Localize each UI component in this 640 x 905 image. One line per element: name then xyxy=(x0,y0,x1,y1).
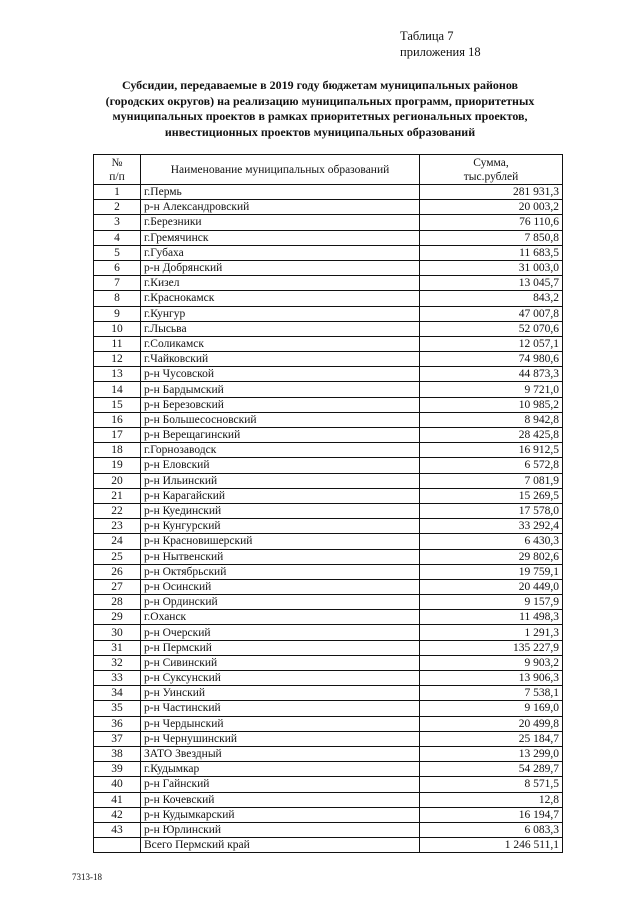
table-row xyxy=(94,200,563,215)
row-number: 30 xyxy=(94,625,141,640)
table-row xyxy=(94,306,563,321)
total-row xyxy=(94,838,563,853)
table-row xyxy=(94,640,563,655)
row-number: 34 xyxy=(94,686,141,701)
title-line: муниципальных проектов в рамках приоритетных региональных проектов, xyxy=(112,109,528,123)
row-municipality: р-н Карагайский xyxy=(141,488,420,503)
row-number: 25 xyxy=(94,549,141,564)
row-number: 24 xyxy=(94,534,141,549)
appendix-reference xyxy=(400,28,481,60)
row-sum: 8 942,8 xyxy=(420,412,563,427)
table-row xyxy=(94,276,563,291)
row-sum: 16 912,5 xyxy=(420,443,563,458)
row-municipality: р-н Очерский xyxy=(141,625,420,640)
row-municipality: р-н Чусовской xyxy=(141,367,420,382)
total-label: Всего Пермский край xyxy=(141,838,420,853)
row-sum: 6 430,3 xyxy=(420,534,563,549)
row-number: 16 xyxy=(94,412,141,427)
row-municipality: г.Кунгур xyxy=(141,306,420,321)
table-row xyxy=(94,291,563,306)
table-row xyxy=(94,579,563,594)
row-sum: 7 081,9 xyxy=(420,473,563,488)
table-row xyxy=(94,412,563,427)
row-sum: 11 498,3 xyxy=(420,610,563,625)
row-number: 15 xyxy=(94,397,141,412)
row-sum: 76 110,6 xyxy=(420,215,563,230)
row-sum: 12,8 xyxy=(420,792,563,807)
row-number: 21 xyxy=(94,488,141,503)
table-row xyxy=(94,777,563,792)
table-row xyxy=(94,397,563,412)
title-line: (городских округов) на реализацию муниципальных программ, приоритетных xyxy=(105,93,535,108)
table-row xyxy=(94,519,563,534)
document-code: 7313-18 xyxy=(72,872,102,882)
table-row xyxy=(94,367,563,382)
row-sum: 9 721,0 xyxy=(420,382,563,397)
row-sum: 8 571,5 xyxy=(420,777,563,792)
row-sum: 25 184,7 xyxy=(420,731,563,746)
row-number: 28 xyxy=(94,595,141,610)
row-sum: 16 194,7 xyxy=(420,807,563,822)
header-sum-unit: тыс.рублей xyxy=(463,170,519,183)
row-sum: 1 291,3 xyxy=(420,625,563,640)
row-number: 32 xyxy=(94,655,141,670)
row-number: 17 xyxy=(94,428,141,443)
row-municipality: р-н Красновишерский xyxy=(141,534,420,549)
row-municipality: г.Соликамск xyxy=(141,336,420,351)
table-row xyxy=(94,245,563,260)
row-sum: 13 906,3 xyxy=(420,671,563,686)
table-row xyxy=(94,382,563,397)
appendix-annex-number: приложения 18 xyxy=(400,45,481,59)
row-municipality: р-н Ординский xyxy=(141,595,420,610)
row-sum: 47 007,8 xyxy=(420,306,563,321)
row-sum: 54 289,7 xyxy=(420,762,563,777)
row-municipality: р-н Сивинский xyxy=(141,655,420,670)
row-municipality: р-н Чернушинский xyxy=(141,731,420,746)
table-row xyxy=(94,731,563,746)
row-number: 13 xyxy=(94,367,141,382)
table-row xyxy=(94,336,563,351)
table-row xyxy=(94,807,563,822)
row-sum: 13 299,0 xyxy=(420,746,563,761)
row-number: 20 xyxy=(94,473,141,488)
row-municipality: г.Пермь xyxy=(141,185,420,200)
row-number: 39 xyxy=(94,762,141,777)
row-number: 2 xyxy=(94,200,141,215)
row-number: 9 xyxy=(94,306,141,321)
row-number: 3 xyxy=(94,215,141,230)
row-municipality: р-н Октябрьский xyxy=(141,564,420,579)
row-municipality: р-н Верещагинский xyxy=(141,428,420,443)
row-municipality: г.Краснокамск xyxy=(141,291,420,306)
table-row xyxy=(94,671,563,686)
row-sum: 28 425,8 xyxy=(420,428,563,443)
row-municipality: г.Оханск xyxy=(141,610,420,625)
table-row xyxy=(94,503,563,518)
table-row xyxy=(94,822,563,837)
row-number: 7 xyxy=(94,276,141,291)
row-number: 22 xyxy=(94,503,141,518)
table-header-row xyxy=(94,155,563,185)
table-row xyxy=(94,595,563,610)
header-number-abbr: п/п xyxy=(109,170,125,183)
table-row xyxy=(94,185,563,200)
row-municipality: г.Кизел xyxy=(141,276,420,291)
row-municipality: р-н Чердынский xyxy=(141,716,420,731)
row-sum: 74 980,6 xyxy=(420,352,563,367)
row-number: 14 xyxy=(94,382,141,397)
row-municipality: р-н Пермский xyxy=(141,640,420,655)
table-row xyxy=(94,321,563,336)
row-sum: 44 873,3 xyxy=(420,367,563,382)
table-row xyxy=(94,716,563,731)
row-number: 41 xyxy=(94,792,141,807)
row-sum: 29 802,6 xyxy=(420,549,563,564)
row-sum: 20 499,8 xyxy=(420,716,563,731)
header-number xyxy=(94,155,141,185)
row-sum: 33 292,4 xyxy=(420,519,563,534)
row-sum: 135 227,9 xyxy=(420,640,563,655)
table-row xyxy=(94,686,563,701)
table-row xyxy=(94,564,563,579)
row-number: 37 xyxy=(94,731,141,746)
row-municipality: р-н Большесосновский xyxy=(141,412,420,427)
row-number: 19 xyxy=(94,458,141,473)
row-sum: 7 850,8 xyxy=(420,230,563,245)
row-number: 33 xyxy=(94,671,141,686)
row-sum: 9 903,2 xyxy=(420,655,563,670)
total-sum: 1 246 511,1 xyxy=(420,838,563,853)
row-number: 11 xyxy=(94,336,141,351)
row-number: 6 xyxy=(94,260,141,275)
row-sum: 843,2 xyxy=(420,291,563,306)
row-number: 26 xyxy=(94,564,141,579)
row-municipality: р-н Осинский xyxy=(141,579,420,594)
row-sum: 11 683,5 xyxy=(420,245,563,260)
row-sum: 15 269,5 xyxy=(420,488,563,503)
header-sum xyxy=(420,155,563,185)
table-row xyxy=(94,352,563,367)
row-municipality: ЗАТО Звездный xyxy=(141,746,420,761)
table-row xyxy=(94,792,563,807)
row-sum: 10 985,2 xyxy=(420,397,563,412)
appendix-table-number: Таблица 7 xyxy=(400,29,454,43)
row-municipality: г.Гремячинск xyxy=(141,230,420,245)
table-row xyxy=(94,534,563,549)
row-sum: 7 538,1 xyxy=(420,686,563,701)
row-number: 29 xyxy=(94,610,141,625)
table-row xyxy=(94,655,563,670)
row-number: 8 xyxy=(94,291,141,306)
row-municipality: р-н Частинский xyxy=(141,701,420,716)
header-number-symbol: № xyxy=(111,156,123,169)
row-municipality: г.Горнозаводск xyxy=(141,443,420,458)
table-row xyxy=(94,762,563,777)
row-number: 40 xyxy=(94,777,141,792)
row-number: 4 xyxy=(94,230,141,245)
table-row xyxy=(94,443,563,458)
row-sum: 19 759,1 xyxy=(420,564,563,579)
header-name: Наименование муниципальных образований xyxy=(141,155,420,185)
table-row xyxy=(94,549,563,564)
table-row xyxy=(94,473,563,488)
row-sum: 6 572,8 xyxy=(420,458,563,473)
row-number: 38 xyxy=(94,746,141,761)
row-municipality: р-н Кунгурский xyxy=(141,519,420,534)
document-title xyxy=(80,78,560,140)
row-sum: 281 931,3 xyxy=(420,185,563,200)
row-municipality: г.Кудымкар xyxy=(141,762,420,777)
row-sum: 13 045,7 xyxy=(420,276,563,291)
title-line: инвестиционных проектов муниципальных образований xyxy=(164,124,476,139)
row-municipality: р-н Добрянский xyxy=(141,260,420,275)
row-sum: 20 449,0 xyxy=(420,579,563,594)
row-municipality: р-н Кочевский xyxy=(141,792,420,807)
row-municipality: р-н Березовский xyxy=(141,397,420,412)
row-municipality: г.Лысьва xyxy=(141,321,420,336)
row-municipality: р-н Нытвенский xyxy=(141,549,420,564)
table-row xyxy=(94,428,563,443)
table-row xyxy=(94,625,563,640)
row-number: 36 xyxy=(94,716,141,731)
row-municipality: р-н Суксунский xyxy=(141,671,420,686)
row-municipality: р-н Куединский xyxy=(141,503,420,518)
row-sum: 6 083,3 xyxy=(420,822,563,837)
row-sum: 9 169,0 xyxy=(420,701,563,716)
row-sum: 31 003,0 xyxy=(420,260,563,275)
table-row xyxy=(94,458,563,473)
row-number: 18 xyxy=(94,443,141,458)
table-row xyxy=(94,488,563,503)
row-number: 35 xyxy=(94,701,141,716)
row-municipality: р-н Кудымкарский xyxy=(141,807,420,822)
row-number: 31 xyxy=(94,640,141,655)
row-municipality: р-н Юрлинский xyxy=(141,822,420,837)
row-municipality: р-н Ильинский xyxy=(141,473,420,488)
row-sum: 12 057,1 xyxy=(420,336,563,351)
row-sum: 17 578,0 xyxy=(420,503,563,518)
row-number: 27 xyxy=(94,579,141,594)
table-row xyxy=(94,260,563,275)
row-number: 43 xyxy=(94,822,141,837)
title-line: Субсидии, передаваемые в 2019 году бюджетам муниципальных районов xyxy=(121,78,519,92)
table-body xyxy=(94,185,563,838)
row-sum: 9 157,9 xyxy=(420,595,563,610)
table-row xyxy=(94,746,563,761)
row-municipality: р-н Гайнский xyxy=(141,777,420,792)
row-sum: 20 003,2 xyxy=(420,200,563,215)
header-sum-label: Сумма, xyxy=(473,156,509,169)
row-number: 12 xyxy=(94,352,141,367)
row-number: 23 xyxy=(94,519,141,534)
table-row xyxy=(94,215,563,230)
row-municipality: р-н Бардымский xyxy=(141,382,420,397)
row-municipality: р-н Александровский xyxy=(141,200,420,215)
table-row xyxy=(94,701,563,716)
row-municipality: г.Губаха xyxy=(141,245,420,260)
table-row xyxy=(94,610,563,625)
row-municipality: г.Чайковский xyxy=(141,352,420,367)
row-number: 5 xyxy=(94,245,141,260)
row-municipality: р-н Уинский xyxy=(141,686,420,701)
row-municipality: р-н Еловский xyxy=(141,458,420,473)
row-number: 42 xyxy=(94,807,141,822)
row-municipality: г.Березники xyxy=(141,215,420,230)
subsidies-table xyxy=(93,154,563,853)
row-sum: 52 070,6 xyxy=(420,321,563,336)
row-number: 1 xyxy=(94,185,141,200)
table-row xyxy=(94,230,563,245)
row-number: 10 xyxy=(94,321,141,336)
total-number xyxy=(94,838,141,853)
